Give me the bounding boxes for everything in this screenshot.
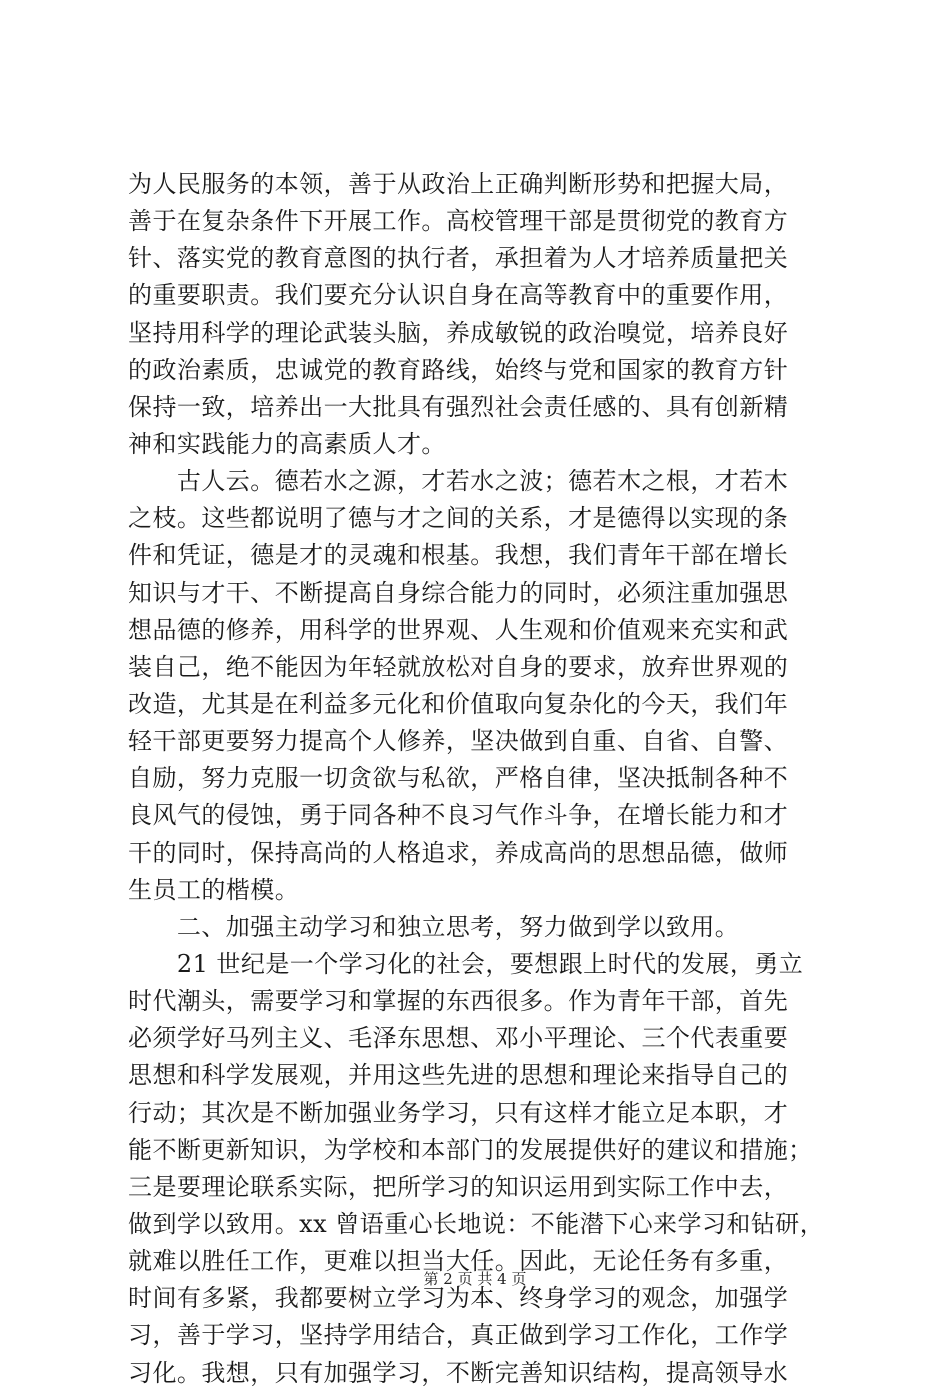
document-body <box>128 166 840 1392</box>
text-line: 的重要职责。我们要充分认识自身在高等教育中的重要作用， <box>128 281 789 310</box>
text-line: 自励，努力克服一切贪欲与私欲，严格自律，坚决抵制各种不 <box>128 764 789 793</box>
text-line: 时间有多紧，我都要树立学习为本、终身学习的观念，加强学 <box>128 1284 789 1313</box>
page-footer <box>0 1269 950 1289</box>
text-line: 针、落实党的教育意图的执行者，承担着为人才培养质量把关 <box>128 244 789 273</box>
text-line: 必须学好马列主义、毛泽东思想、邓小平理论、三个代表重要 <box>128 1024 789 1053</box>
text-line: 21 世纪是一个学习化的社会，要想跟上时代的发展，勇立 <box>128 949 804 978</box>
text-line: 改造，尤其是在利益多元化和价值取向复杂化的今天，我们年 <box>128 689 789 718</box>
text-line: 习化。我想，只有加强学习，不断完善知识结构，提高领导水 <box>128 1358 789 1387</box>
text-line: 就难以胜任工作，更难以担当大任。因此，无论任务有多重， <box>128 1247 789 1276</box>
text-line: 想品德的修养，用科学的世界观、人生观和价值观来充实和武 <box>128 615 789 644</box>
text-line: 善于在复杂条件下开展工作。高校管理干部是贯彻党的教育方 <box>128 207 789 236</box>
text-line: 做到学以致用。xx 曾语重心长地说：不能潜下心来学习和钻研， <box>128 1209 825 1238</box>
text-line: 之枝。这些都说明了德与才之间的关系，才是德得以实现的条 <box>128 504 789 533</box>
section-heading: 二、加强主动学习和独立思考，努力做到学以致用。 <box>128 912 740 941</box>
text-line: 习，善于学习，坚持学用结合，真正做到学习工作化，工作学 <box>128 1321 789 1350</box>
text-line: 为人民服务的本领，善于从政治上正确判断形势和把握大局， <box>128 170 789 198</box>
text-line: 生员工的楷模。 <box>128 875 300 904</box>
text-line: 保持一致，培养出一大批具有强烈社会责任感的、具有创新精 <box>128 392 789 421</box>
text-line: 行动；其次是不断加强业务学习，只有这样才能立足本职，才 <box>128 1098 789 1127</box>
text-line: 三是要理论联系实际，把所学习的知识运用到实际工作中去， <box>128 1172 789 1201</box>
text-line: 良风气的侵蚀，勇于同各种不良习气作斗争，在增长能力和才 <box>128 801 789 830</box>
text-line: 装自己，绝不能因为年轻就放松对自身的要求，放弃世界观的 <box>128 652 789 681</box>
text-line: 神和实践能力的高素质人才。 <box>128 429 446 458</box>
text-line: 干的同时，保持高尚的人格追求，养成高尚的思想品德，做师 <box>128 838 789 867</box>
text-line: 能不断更新知识，为学校和本部门的发展提供好的建议和措施； <box>128 1135 813 1164</box>
text-line: 的政治素质，忠诚党的教育路线，始终与党和国家的教育方针 <box>128 355 789 384</box>
text-line: 古人云。德若水之源，才若水之波；德若木之根，才若木 <box>128 467 789 496</box>
text-line: 坚持用科学的理论武装头脑，养成敏锐的政治嗅觉，培养良好 <box>128 318 789 347</box>
text-line: 思想和科学发展观，并用这些先进的思想和理论来指导自己的 <box>128 1061 789 1090</box>
page-number: 第 2 页 共 4 页 <box>423 1270 527 1288</box>
text-line: 时代潮头，需要学习和掌握的东西很多。作为青年干部，首先 <box>128 987 789 1016</box>
text-line: 知识与才干、不断提高自身综合能力的同时，必须注重加强思 <box>128 578 789 607</box>
text-line: 轻干部更要努力提高个人修养，坚决做到自重、自省、自警、 <box>128 727 789 756</box>
text-line: 件和凭证，德是才的灵魂和根基。我想，我们青年干部在增长 <box>128 541 789 570</box>
